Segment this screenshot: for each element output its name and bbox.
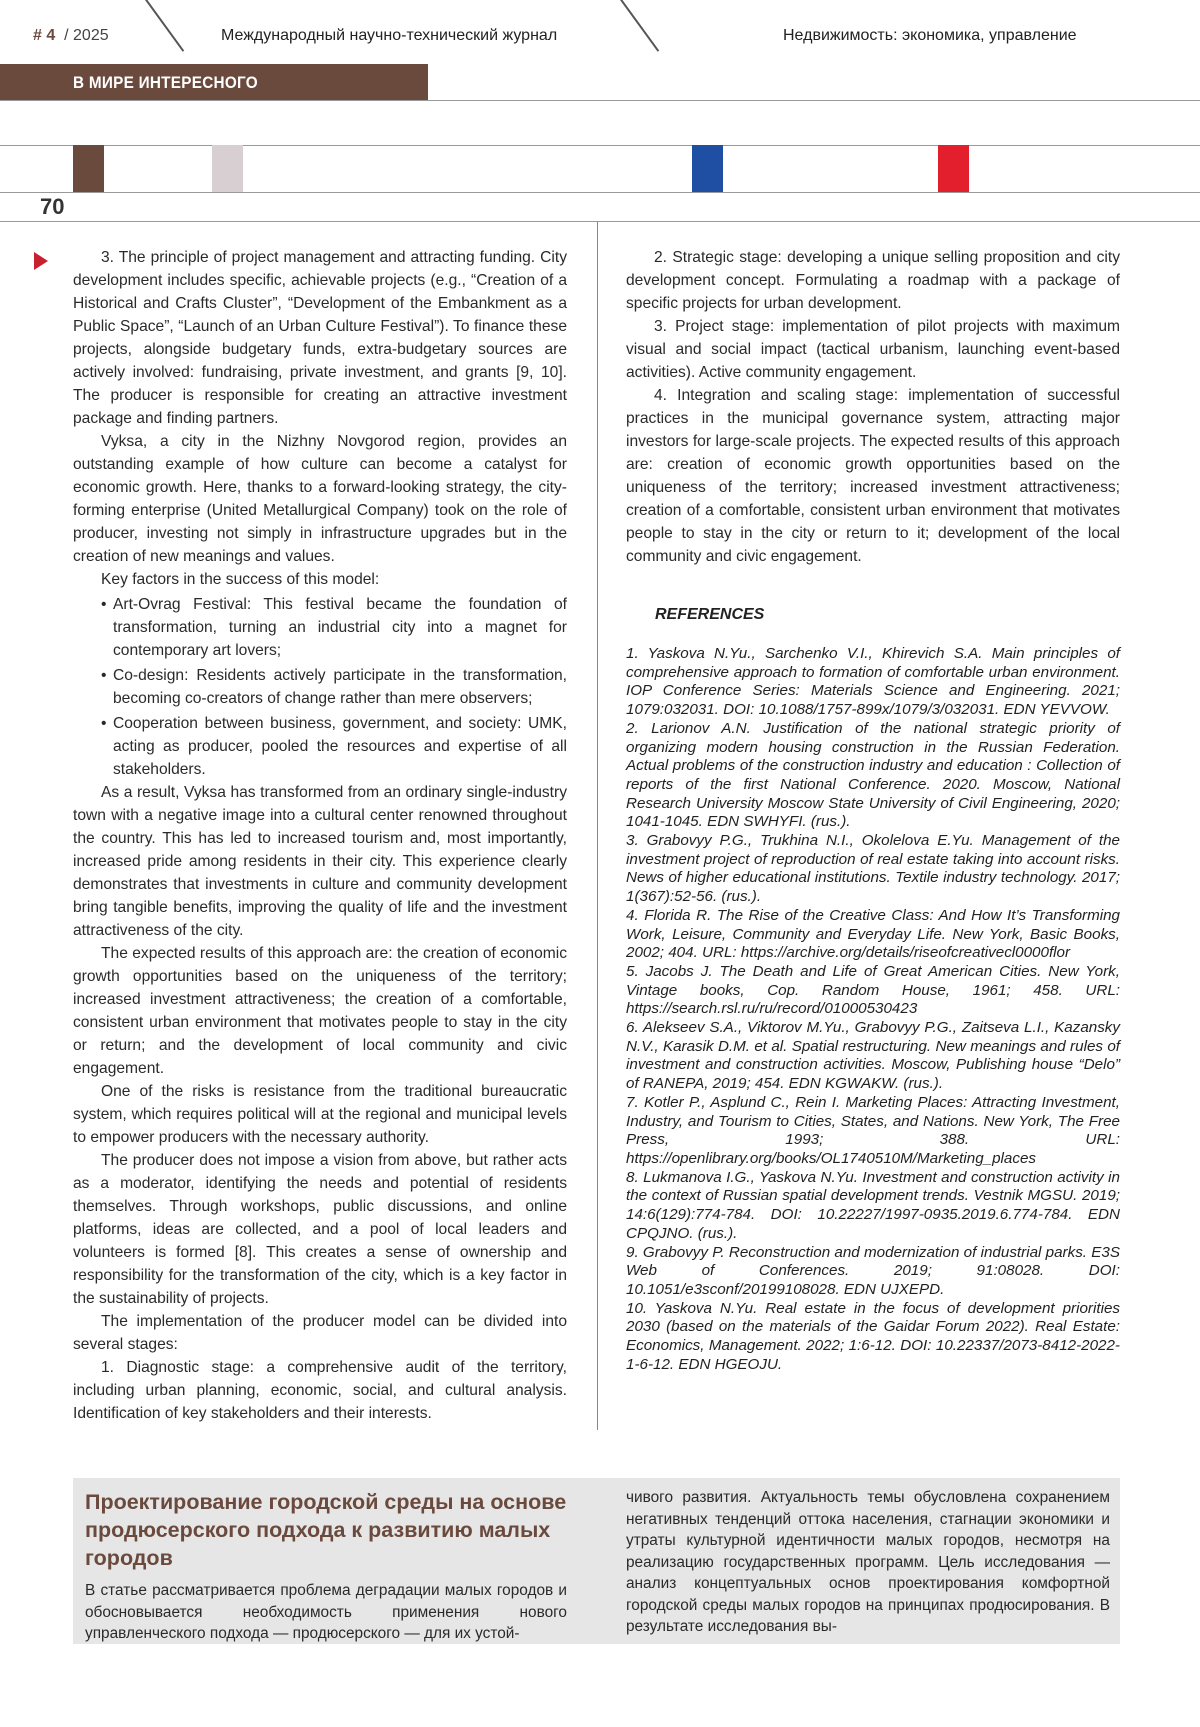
reference-item: 7. Kotler P., Asplund C., Rein I. Marketing Places: Attracting Investment, Industry, and Tourism to Cities, States, and Nations. New York, The Free Press, 1993; 388. URL: https://openlibrary.org/books/OL1740510M/Marketing_places xyxy=(626,1093,1120,1167)
issue-number xyxy=(33,27,109,45)
reference-item: 6. Alekseev S.A., Viktorov M.Yu., Grabovyy P.G., Zaitseva L.I., Kazansky N.V., Karasik D.M. et al. Spatial restructuring. New meanings and rules of investment and construction activities. Moscow, Publishing house “Delo” of RANEPA, 2019; 454. EDN KGWAKW. (rus.). xyxy=(626,1019,1120,1093)
list-item: • Cooperation between business, government, and society: UMK, acting as producer, pooled the resources and expertise of all stakeholders. xyxy=(73,712,567,781)
abstract-text-left: В статье рассматривается проблема деградации малых городов и обосновывается необходимость применения нового управленческого подхода — продюсерского — для их устой- xyxy=(85,1582,567,1642)
reference-item: 3. Grabovyy P.G., Trukhina N.I., Okolelova E.Yu. Management of the investment project of reproduction of real estate taking into account risks. News of higher educational institutions. Textile industry technology. 2017; 1(367):52-56. (rus.). xyxy=(626,832,1120,906)
paragraph: 3. Project stage: implementation of pilot projects with maximum visual and social impact (tactical urbanism, launching event-based activities). Active community engagement. xyxy=(626,318,1120,381)
paragraph: 2. Strategic stage: developing a unique selling proposition and city development concept. Formulating a roadmap with a package of specific projects for urban development. xyxy=(626,249,1120,312)
right-column xyxy=(626,246,1120,568)
paragraph: 4. Integration and scaling stage: implementation of successful practices in the municipal governance system, attracting major investors for large-scale projects. The expected results of this approach are: creation of economic growth opportunities based on the uniqueness of the territory; increased investment attractiveness; creation of a comfortable, consistent urban environment that motivates people to stay in the city or return to it; development of the local community and civic engagement. xyxy=(626,387,1120,565)
issue-year: / 2025 xyxy=(64,27,109,44)
left-column xyxy=(73,246,567,1425)
journal-section: Недвижимость: экономика, управление xyxy=(783,27,1077,44)
reference-item: 5. Jacobs J. The Death and Life of Great American Cities. New York, Vintage books, Cop. Random House, 1961; 458. URL: https://search.rsl.ru/ru/record/01000530423 xyxy=(626,962,1120,1018)
page-number: 70 xyxy=(40,194,65,219)
color-block-light xyxy=(212,145,243,192)
reference-item: 2. Larionov A.N. Justification of the national strategic priority of organizing modern housing construction in the Russian Federation. Actual problems of the construction industry and education : Collection of reports of the first National Conference. 2020. Moscow, National Research University Moscow State University of Civil Engineering, 2020; 1041-1045. EDN SWHYFI. (rus.). xyxy=(626,719,1120,831)
abstract-text-right: чивого развития. Актуальность темы обусловлена сохранением негативных тенденций оттока населения, стагнации экономики и утраты культурной идентичности малых городов, несмотря на реализацию государственных программ. Цель исследования — анализ концептуальных основ проектирования комфортной городской среды малых городов на принципах продюсирования. В результате исследования вы- xyxy=(626,1489,1110,1635)
top-rule xyxy=(0,145,1200,146)
paragraph: The implementation of the producer model can be divided into several stages: xyxy=(73,1313,567,1353)
reference-item: 9. Grabovyy P. Reconstruction and modernization of industrial parks. E3S Web of Conferences. 2019; 91:08028. DOI: 10.1051/e3sconf/20199108028. EDN UJXEPD. xyxy=(626,1243,1120,1298)
paragraph: Key factors in the success of this model: xyxy=(101,571,380,588)
color-block-red xyxy=(938,145,969,192)
band-underline xyxy=(0,100,1200,101)
paragraph: 1. Diagnostic stage: a comprehensive audit of the territory, including urban planning, economic, social, and cultural analysis. Identification of key stakeholders and their interests. xyxy=(73,1359,567,1422)
paragraph: One of the risks is resistance from the traditional bureaucratic system, which requires political will at the regional and municipal levels to empower producers with the necessary authority. xyxy=(73,1083,567,1146)
bottom-rule xyxy=(0,192,1200,193)
abstract-title: Проектирование городской среды на основе продюсерского подхода к развитию малых городов xyxy=(85,1490,567,1570)
paragraph: As a result, Vyksa has transformed from an ordinary single-industry town with a negative image into a cultural center renowned throughout the country. This has led to increased tourism and, most importantly, increased pride among residents in their city. This experience clearly demonstrates that investments in culture and community development bring tangible benefits, improving the quality of life and the investment attractiveness of the city. xyxy=(73,784,567,939)
header-divider-right xyxy=(620,0,659,52)
paragraph: Vyksa, a city in the Nizhny Novgorod region, provides an outstanding example of how culture can become a catalyst for economic growth. Here, thanks to a forward-looking strategy, the city-forming enterprise (United Metallurgical Company) took on the role of producer, investing not simply in infrastructure upgrades but in the creation of new meanings and values. xyxy=(73,433,567,565)
success-factors-list xyxy=(73,593,567,781)
references-list xyxy=(626,645,1120,1374)
paragraph: The producer does not impose a vision from above, but rather acts as a moderator, identifying the needs and potential of residents themselves. Through workshops, public discussions, and online platforms, ideas are collected, and a pool of local leaders and volunteers is formed [8]. This creates a sense of ownership and responsibility for the transformation of the city, which is a key factor in the sustainability of projects. xyxy=(73,1152,567,1307)
color-block-brown xyxy=(73,145,104,192)
reference-item: 8. Lukmanova I.G., Yaskova N.Yu. Investment and construction activity in the context of Russian spatial development trends. Vestnik MGSU. 2019; 14:6(129):774-784. DOI: 10.22227/1997-0935.2019.6.774-784. EDN CPQJNO. (rus.). xyxy=(626,1168,1120,1242)
section-marker-icon xyxy=(34,252,48,270)
paragraph: The expected results of this approach are: the creation of economic growth opportunities based on the uniqueness of the territory; increased investment attractiveness; the creation of a comfortable, consistent urban environment that motivates people to stay in the city or return; and the development of local community and civic engagement. xyxy=(73,945,567,1077)
reference-item: 10. Yaskova N.Yu. Real estate in the focus of development priorities 2030 (based on the materials of the Gaidar Forum 2022). Real Estate: Economics, Management. 2022; 1:6-12. DOI: 10.22337/2073-8412-2022-1-6-12. EDN HGEOJU. xyxy=(626,1299,1120,1373)
paragraph: 3. The principle of project management and attracting funding. City development includes specific, achievable projects (e.g., “Creation of a Historical and Crafts Cluster”, “Development of the Embankment as a Public Space”, “Launch of an Urban Culture Festival”). To finance these projects, alongside budgetary funds, extra-budgetary sources are actively involved: fundraising, private investment, and grants [9, 10]. The producer is responsible for creating an attractive investment package and finding partners. xyxy=(73,249,567,427)
reference-item: 4. Florida R. The Rise of the Creative Class: And How It’s Transforming Work, Leisure, Community and Everyday Life. New York, Basic Books, 2002; 404. URL: https://archive.org/details/riseofcreativecl0000flor xyxy=(626,906,1120,962)
journal-title: Международный научно-технический журнал xyxy=(221,27,558,44)
list-item: • Art-Ovrag Festival: This festival became the foundation of transformation, turning an industrial city into a magnet for contemporary art lovers; xyxy=(73,593,567,662)
page-number-rule xyxy=(0,221,1200,222)
rubric-label: В МИРЕ ИНТЕРЕСНОГО xyxy=(73,73,258,92)
color-block-blue xyxy=(692,145,723,192)
list-item: • Co-design: Residents actively participate in the transformation, becoming co-creators of change rather than mere observers; xyxy=(73,664,567,710)
references-title: REFERENCES xyxy=(655,606,765,623)
reference-item: 1. Yaskova N.Yu., Sarchenko V.I., Khirevich S.A. Main principles of comprehensive approach to formation of comfortable urban environment. IOP Conference Series: Materials Science and Engineering. 2021; 1079:032031. DOI: 10.1088/1757-899x/1079/3/032031. EDN YEVVOW. xyxy=(626,645,1120,719)
issue-num: # 4 xyxy=(33,27,56,44)
header-divider-left xyxy=(145,0,184,52)
column-divider xyxy=(597,222,598,1430)
